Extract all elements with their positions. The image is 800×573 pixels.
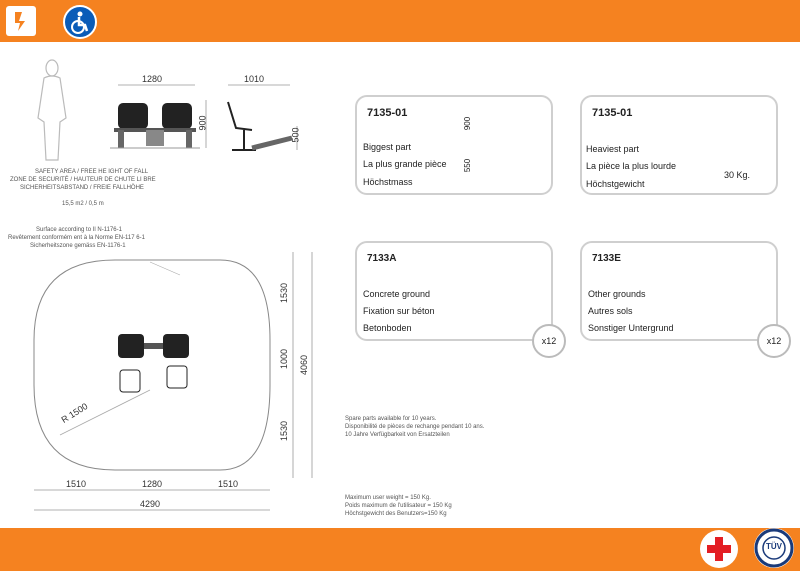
card-biggest-part [355, 95, 553, 195]
card-code: 7133A [367, 253, 397, 264]
card-weight: 30 Kg. [724, 170, 751, 180]
surface-line-1: Surface according to Il N-1176-1 [36, 227, 122, 233]
tuv-label: TÜV [766, 542, 782, 551]
spare-parts-note-en: Spare parts available for 10 years. [345, 416, 437, 422]
card-line-fr: La pièce la plus lourde [586, 161, 677, 171]
card-concrete-ground [355, 241, 553, 341]
safety-area-size: 15,5 m2 / 0,5 m [62, 201, 104, 207]
card-code: 7135-01 [592, 107, 633, 119]
card-line-en: Other grounds [588, 289, 646, 299]
plan-dim-bottom: 1530 [279, 420, 290, 442]
plan-radius-label: R 1500 [59, 401, 90, 425]
plan-dim-center: 1000 [279, 348, 290, 370]
card-line-fr: La plus grande pièce [363, 159, 447, 169]
seat-height-dimension: 500 [290, 127, 301, 143]
safety-area-outline [34, 260, 270, 470]
plan-dim-left: 1510 [66, 479, 87, 489]
user-weight-note-en: Maximum user weight = 150 Kg. [345, 495, 431, 501]
plan-dim-right: 1510 [218, 479, 239, 489]
card-line-en: Heaviest part [586, 144, 640, 154]
card-heaviest-part [580, 95, 778, 195]
front-width-dimension: 1280 [142, 74, 163, 84]
card-other-grounds [580, 241, 778, 341]
front-height-dimension: 900 [197, 115, 208, 131]
side-view-seat [228, 102, 292, 150]
card-code: 7135-01 [367, 107, 408, 119]
card-line-de: Höchstmass [363, 177, 413, 187]
plan-view-seats [118, 334, 189, 392]
card-line-de: Sonstiger Untergrund [588, 323, 674, 333]
quantity-badge: x12 [532, 324, 566, 358]
side-depth-dimension: 1010 [244, 74, 265, 84]
card-line-en: Biggest part [363, 142, 412, 152]
card-line-de: Betonboden [363, 323, 412, 333]
user-weight-note-fr: Poids maximum de l'utilisateur = 150 Kg [345, 503, 452, 509]
human-scale-silhouette [38, 60, 66, 160]
safety-area-line-1: SAFETY AREA / FREE HE IGHT OF FALL [35, 169, 149, 175]
card-line-fr: Autres sols [588, 306, 633, 316]
plan-dim-top: 1530 [279, 282, 290, 304]
card-line-en: Concrete ground [363, 289, 431, 299]
plan-total-height: 4060 [299, 354, 310, 376]
user-weight-note-de: Höchstgewicht des Benutzers=150 Kg [345, 511, 447, 517]
surface-line-2: Revêtement conformém ent à la Norme EN-117 6-1 [8, 235, 145, 241]
spare-parts-note-fr: Disponibilité de pièces de rechange pendant 10 ans. [345, 424, 485, 430]
card-dim-height: 900 [463, 116, 473, 131]
surface-line-3: Sicherheitszone gemäss EN-1176-1 [30, 243, 126, 249]
spare-parts-note-de: 10 Jahre Verfügbarkeit von Ersatzteilen [345, 432, 450, 438]
safety-area-line-2: ZONE DE SECURITÉ / HAUTEUR DE CHUTE LI BRE [10, 177, 156, 183]
card-line-de: Höchstgewicht [586, 179, 645, 189]
quantity-badge: x12 [757, 324, 791, 358]
front-view-seats [110, 103, 200, 148]
plan-dim-middle: 1280 [142, 479, 163, 489]
card-line-fr: Fixation sur béton [363, 306, 435, 316]
safety-area-line-3: SICHERHEITSABSTAND / FREIE FALLHÖHE [20, 185, 144, 191]
plan-total-width: 4290 [140, 499, 161, 509]
card-dim-depth: 550 [463, 158, 473, 173]
card-code: 7133E [592, 253, 621, 264]
